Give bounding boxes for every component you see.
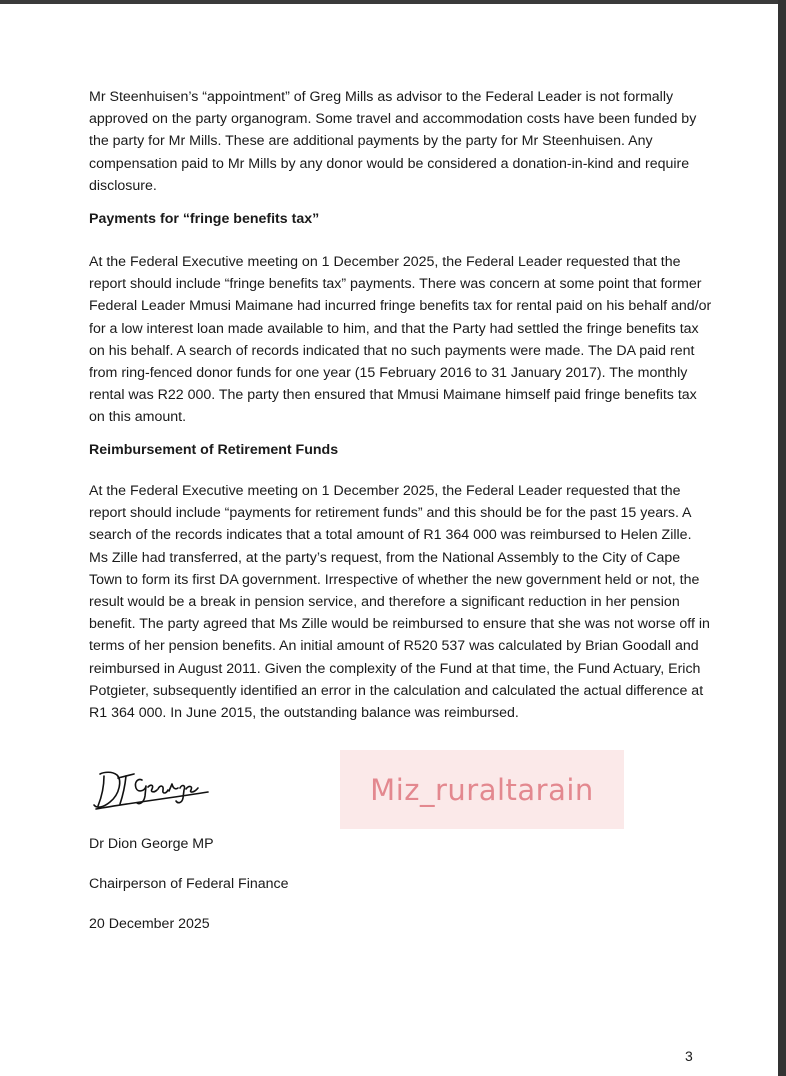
heading-retirement-funds: Reimbursement of Retirement Funds	[89, 442, 339, 458]
top-border	[0, 0, 786, 4]
paragraph-fringe-benefits: At the Federal Executive meeting on 1 December 2025, the Federal Leader requested that the report should include “fringe benefits tax” payments. There was concern at some point that former Federal Leader Mmusi Maimane had incurred fringe benefits tax for rental paid on his behalf and/or for a low interest loan made available to him, and that the Party had settled the fringe benefits tax on his behalf. A search of records indicated that no such payments were made. The DA paid rent from ring-fenced donor funds for one year (15 February 2016 to 31 January 2017). The monthly rental was R22 000. The party then ensured that Mmusi Maimane himself paid fringe benefits tax on this amount.	[89, 254, 712, 426]
handwritten-signature	[90, 760, 220, 820]
page-number: 3	[685, 1048, 693, 1064]
watermark-badge	[340, 750, 624, 829]
paragraph-greg-mills: Mr Steenhuisen’s “appointment” of Greg Mills as advisor to the Federal Leader is not formally approved on the party organogram. Some travel and accommodation costs have been funded by the party for Mr Mills. These are additional payments by the party for Mr Steenhuisen. Any compensation paid to Mr Mills by any donor would be considered a donation-in-kind and require disclosure.	[89, 89, 697, 194]
signature-date: 20 December 2025	[89, 916, 210, 932]
paragraph-retirement-funds: At the Federal Executive meeting on 1 December 2025, the Federal Leader requested that the report should include “payments for retirement funds” and this should be for the past 15 years. A search of the records indicates that a total amount of R1 364 000 was reimbursed to Helen Zille. Ms Zille had transferred, at the party’s request, from the National Assembly to the City of Cape Town to form its first DA government. Irrespective of whether the new government held or not, the result would be a break in pension service, and therefore a significant reduction in her pension benefit. The party agreed that Ms Zille would be reimbursed to ensure that she was not worse off in terms of her pension benefits. An initial amount of R520 537 was calculated by Brian Goodall and reimbursed in August 2011. Given the complexity of the Fund at that time, the Fund Actuary, Erich Potgieter, subsequently identified an error in the calculation and calculated the actual difference at R1 364 000. In June 2015, the outstanding balance was reimbursed.	[89, 483, 710, 722]
right-border	[778, 0, 786, 1076]
signatory-title: Chairperson of Federal Finance	[89, 876, 289, 892]
heading-fringe-benefits: Payments for “fringe benefits tax”	[89, 211, 320, 227]
signatory-name: Dr Dion George MP	[89, 836, 214, 852]
watermark-text: Miz_ruraltarain	[370, 772, 594, 807]
